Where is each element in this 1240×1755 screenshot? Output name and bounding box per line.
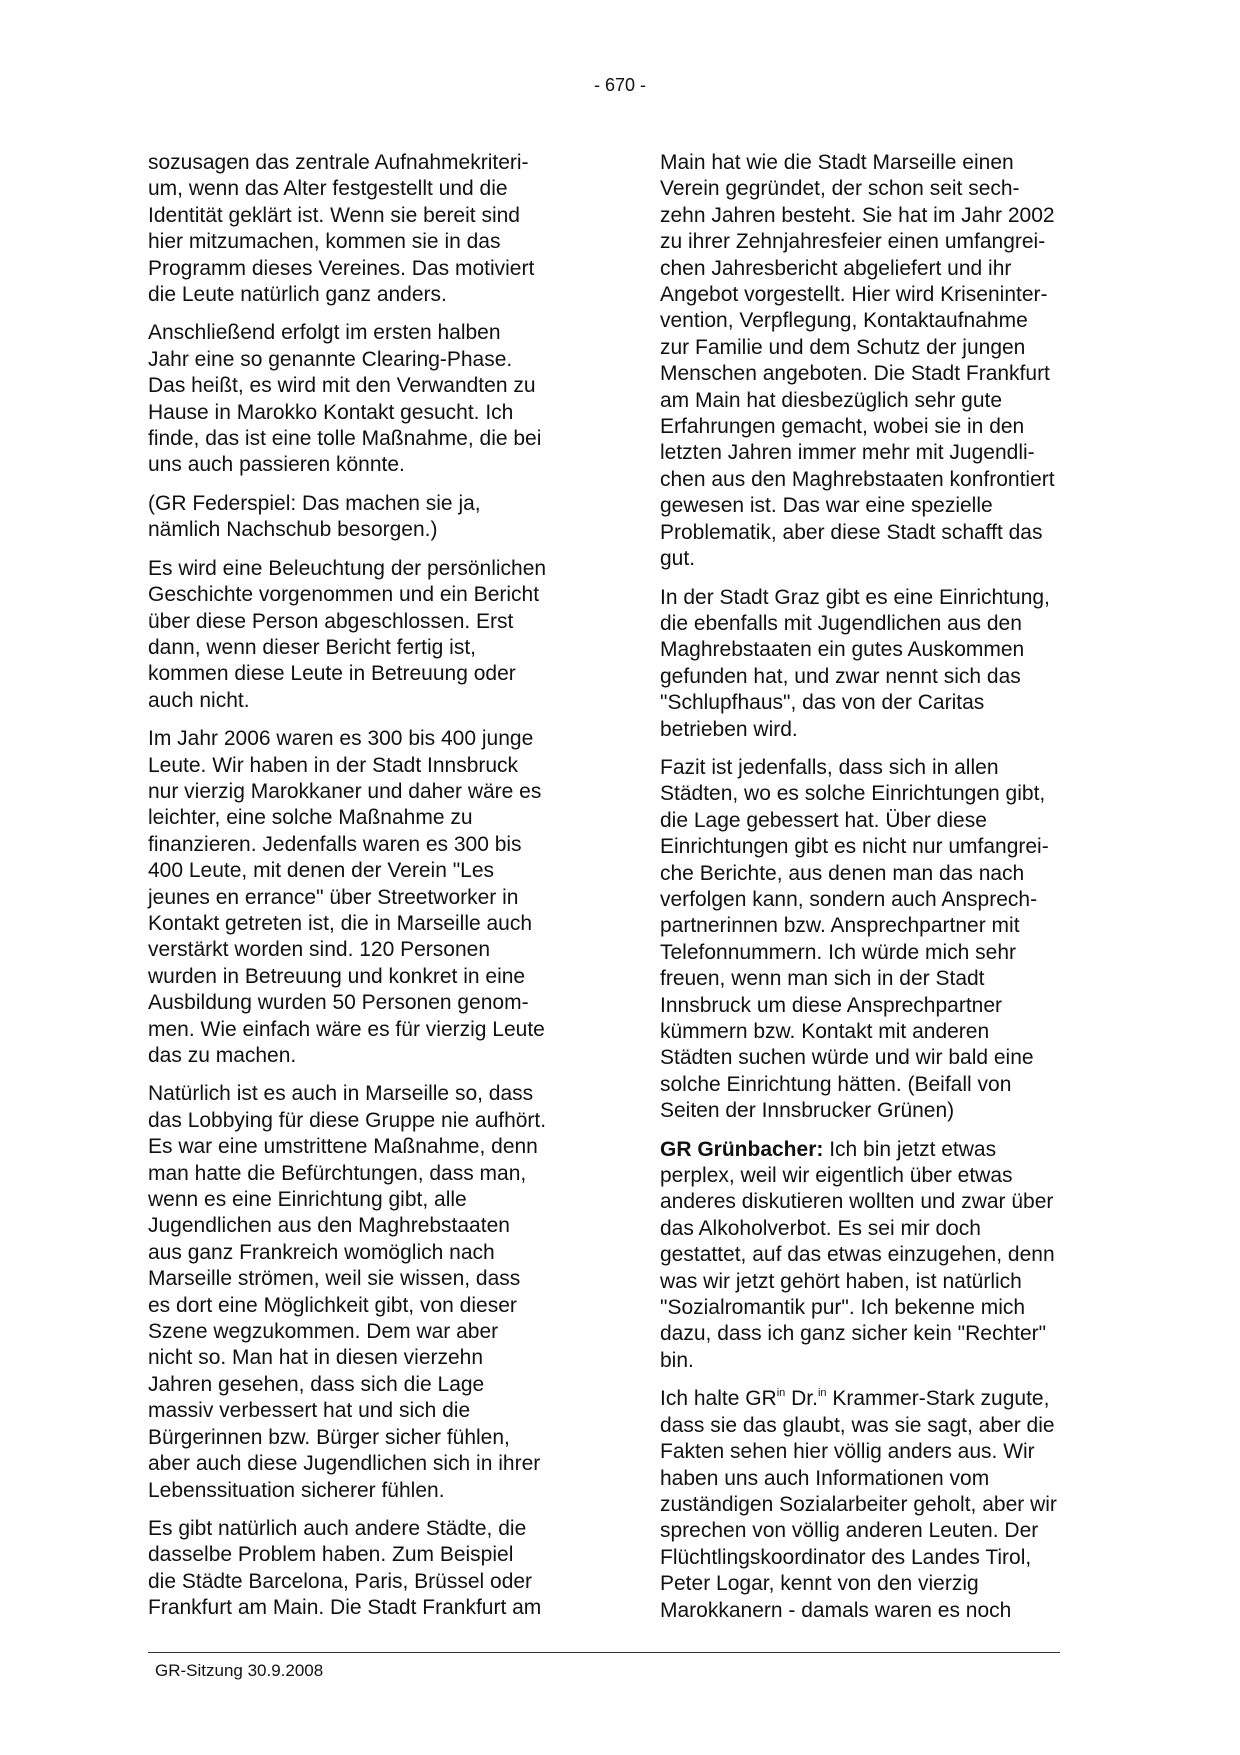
speaker-paragraph [660,1137,1105,1375]
left-column [148,150,593,1634]
speaker-text: Ich bin jetzt etwas perplex, weil wir eigentlich über etwas anderes diskutieren wollten und zwar über das Alkoholverbot. Es sei mir doch gestattet, auf das etwas einzugehen, denn was wir jetzt gehört haben, ist natürlich "Sozialromantik pur". Ich bekenne mich dazu, dass ich ganz sicher kein "Rechter" bin. [660,1137,1055,1372]
text-segment: Ich halte GR [660,1387,777,1411]
paragraph: Natürlich ist es auch in Marseille so, dass das Lobbying für diese Gruppe nie aufhört. Es war eine umstrittene Maßnahme, denn man hatte die Befürchtungen, dass man, wenn es eine Einrichtung gibt, alle Jugendlichen aus den Maghrebstaaten aus ganz Frankreich womöglich nach Marseille strömen, weil sie wissen, dass es dort eine Möglichkeit gibt, von dieser Szene wegzukommen. Dem war aber nicht so. Man hat in diesen vierzehn Jahren gesehen, dass sich die Lage massiv verbessert hat und sich die Bürgerinnen bzw. Bürger sicher fühlen, aber auch diese Jugendlichen sich in ihrer Lebenssituation sicherer fühlen. [148,1082,547,1502]
paragraph: In der Stadt Graz gibt es eine Einrichtung, die ebenfalls mit Jugendlichen aus den Maghrebstaaten ein gutes Auskommen gefunden hat, und zwar nennt sich das "Schlupfhaus", das von der Caritas betrieben wird. [660,585,1050,741]
paragraph: Main hat wie die Stadt Marseille einen Verein gegründet, der schon seit sech- zehn Jahren besteht. Sie hat im Jahr 2002 zu ihrer Zehnjahresfeier einen umfangrei- chen Jahresbericht abgeliefert und ihr Angebot vorgestellt. Hier wird Kriseninter- vention, Verpflegung, Kontaktaufnahme zur Familie und dem Schutz der jungen Menschen angeboten. Die Stadt Frankfurt am Main hat diesbezüglich sehr gute Erfahrungen gemacht, wobei sie in den letzten Jahren immer mehr mit Jugendli- chen aus den Maghrebstaaten konfrontiert gewesen ist. Das war eine spezielle Problematik, aber diese Stadt schafft das gut. [660,151,1055,571]
text-segment: Dr. [785,1387,818,1411]
right-column [660,150,1105,1636]
page-number: - 670 - [593,75,647,95]
speaker-name: GR Grünbacher: [660,1137,824,1161]
paragraph: sozusagen das zentrale Aufnahmekriteri- um, wenn das Alter festgestellt und die Identität geklärt ist. Wenn sie bereit sind hier mitzumachen, kommen sie in das Programm dieses Vereines. Das motiviert die Leute natürlich ganz anders. [148,151,535,307]
superscript: in [776,1387,786,1400]
paragraph: (GR Federspiel: Das machen sie ja, nämlich Nachschub besorgen.) [148,491,481,542]
paragraph: Es wird eine Beleuchtung der persönlichen Geschichte vorgenommen und ein Bericht über diese Person abgeschlossen. Erst dann, wenn dieser Bericht fertig ist, kommen diese Leute in Betreuung oder auch nicht. [148,556,547,712]
footer-text: GR-Sitzung 30.9.2008 [155,1661,324,1680]
paragraph: Fazit ist jedenfalls, dass sich in allen Städten, wo es solche Einrichtungen gibt, die Lage gebessert hat. Über diese Einrichtungen gibt es nicht nur umfangrei- che Berichte, aus denen man das nach verfolgen kann, sondern auch Ansprech- partnerinnen bzw. Ansprechpartner mit Telefonnummern. Ich würde mich sehr freuen, wenn man sich in der Stadt Innsbruck um diese Ansprechpartner kümmern bzw. Kontakt mit anderen Städten suchen würde und wir bald eine solche Einrichtung hätten. (Beifall von Seiten der Innsbrucker Grünen) [660,755,1049,1123]
paragraph: Anschließend erfolgt im ersten halben Jahr eine so genannte Clearing-Phase. Das heißt, es wird mit den Verwandten zu Hause in Marokko Kontakt gesucht. Ich finde, das ist eine tolle Maßnahme, die bei uns auch passieren könnte. [148,321,542,477]
superscript: in [817,1387,827,1400]
paragraph: Im Jahr 2006 waren es 300 bis 400 junge Leute. Wir haben in der Stadt Innsbruck nur vierzig Marokkaner und daher wäre es leichter, eine solche Maßnahme zu finanzieren. Jedenfalls waren es 300 bis 400 Leute, mit denen der Verein "Les jeunes en errance" über Streetworker in Kontakt getreten ist, die in Marseille auch verstärkt worden sind. 120 Personen wurden in Betreuung und konkret in eine Ausbildung wurden 50 Personen genom- men. Wie einfach wäre es für vierzig Leute das zu machen. [148,727,545,1067]
footer-divider [148,1652,1060,1653]
paragraph: Es gibt natürlich auch andere Städte, die dasselbe Problem haben. Zum Beispiel die Städte Barcelona, Paris, Brüssel oder Frankfurt am Main. Die Stadt Frankfurt am [148,1516,542,1620]
text-segment: Krammer-Stark zugute, dass sie das glaubt, was sie sagt, aber die Fakten sehen hier völlig anders aus. Wir haben uns auch Informationen vom zuständigen Sozialarbeiter geholt, aber wir sprechen von völlig anderen Leuten. Der Flüchtlingskoordinator des Landes Tirol, Peter Logar, kennt von den vierzig Marokkanern - damals waren es noch [660,1387,1057,1622]
paragraph [660,1386,1105,1624]
